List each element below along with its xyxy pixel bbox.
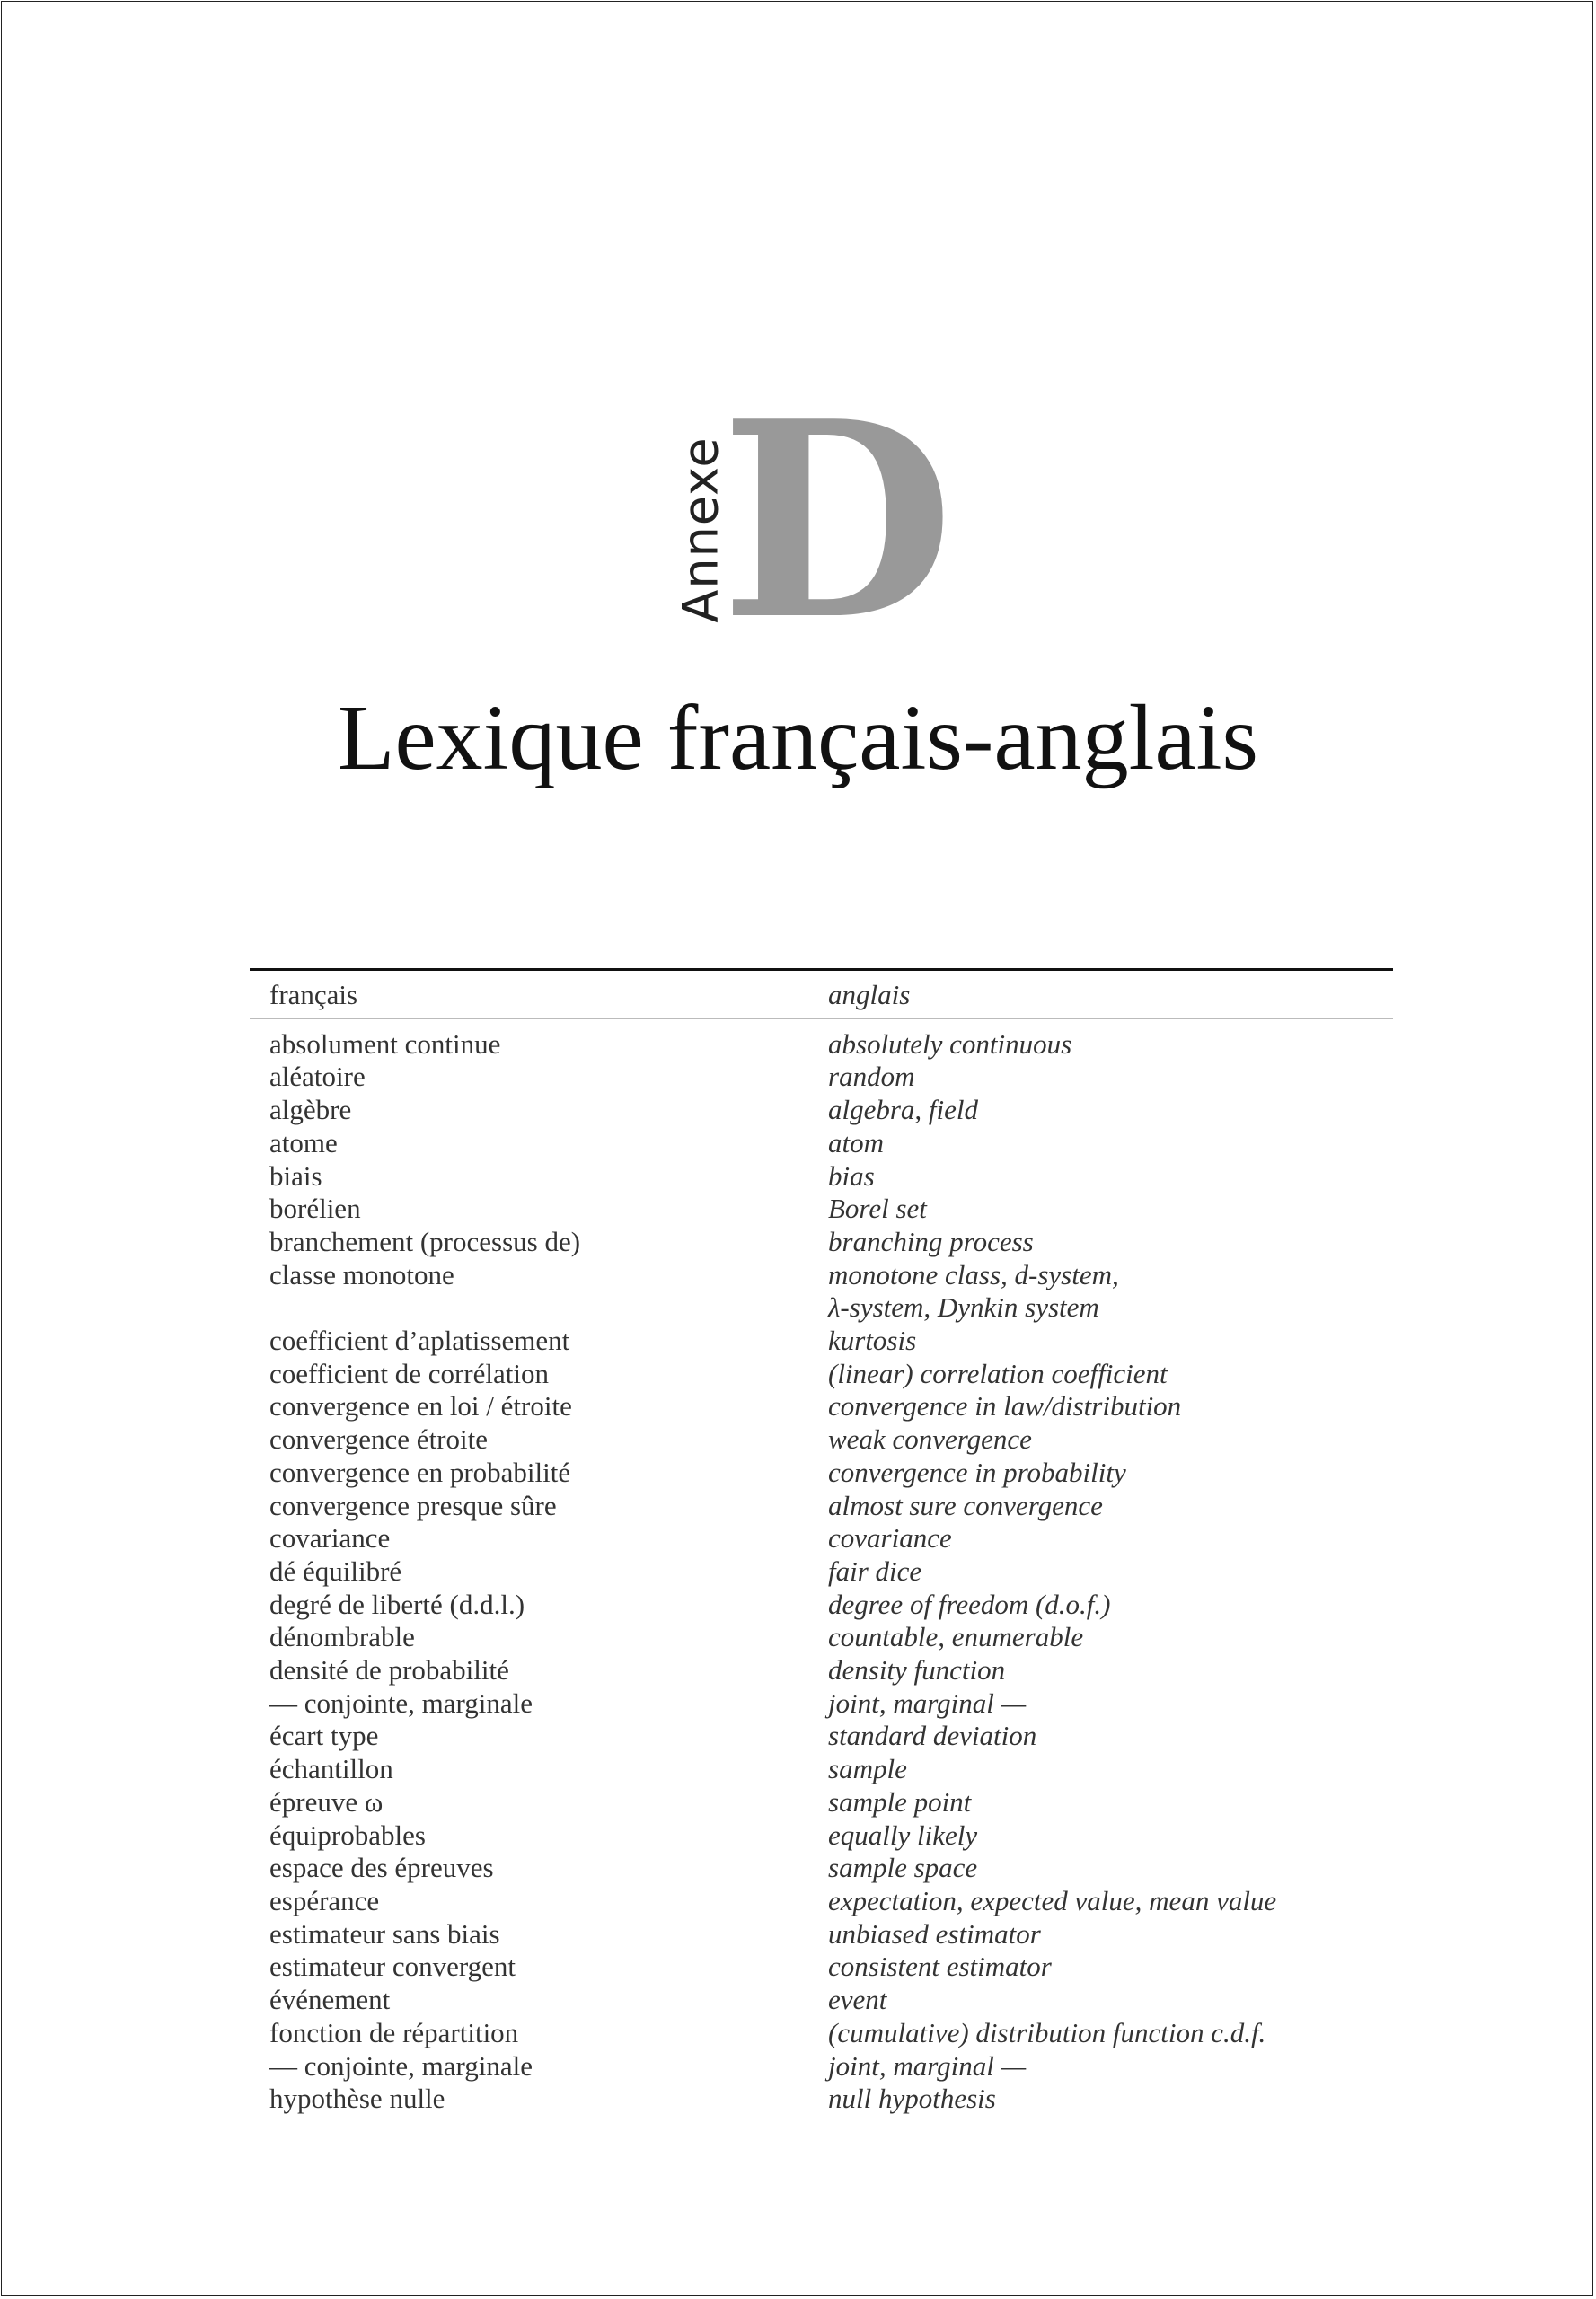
french-term: convergence étroite: [269, 1423, 488, 1456]
french-term: densité de probabilité: [269, 1654, 509, 1687]
table-body: [250, 1019, 1393, 2116]
english-term: sample point: [828, 1785, 972, 1818]
english-term: kurtosis: [828, 1325, 917, 1357]
english-term: bias: [828, 1159, 875, 1192]
english-term: almost sure convergence: [828, 1489, 1103, 1521]
french-term: espérance: [269, 1884, 380, 1916]
french-term: aléatoire: [269, 1061, 366, 1093]
table-row: [250, 1984, 1393, 2017]
english-term: absolutely continuous: [828, 1027, 1072, 1060]
french-term: convergence presque sûre: [269, 1489, 557, 1521]
table-row: [250, 1226, 1393, 1259]
english-term: (cumulative) distribution function c.d.f.: [828, 2016, 1266, 2048]
french-term: atome: [269, 1126, 338, 1158]
table-row: [250, 1390, 1393, 1423]
table-row: [250, 1061, 1393, 1094]
english-term: sample: [828, 1753, 907, 1785]
english-term: algebra, field: [828, 1094, 979, 1126]
english-term: (linear) correlation coefficient: [828, 1357, 1168, 1389]
table-row: [250, 1522, 1393, 1555]
table-row: [250, 1654, 1393, 1687]
table-row: [250, 1457, 1393, 1490]
table-row: [250, 1160, 1393, 1194]
table-header-row: [250, 971, 1393, 1018]
french-term: convergence en probabilité: [269, 1456, 571, 1488]
french-term: algèbre: [269, 1094, 352, 1126]
english-term: equally likely: [828, 1819, 978, 1851]
french-term: fonction de répartition: [269, 2016, 519, 2048]
english-term: expectation, expected value, mean value: [828, 1884, 1277, 1916]
table-row: [250, 2017, 1393, 2050]
table-row: [250, 1687, 1393, 1721]
french-term: estimateur convergent: [269, 1951, 516, 1983]
table-row: [250, 1852, 1393, 1885]
table-row: [250, 1951, 1393, 1984]
page-title: Lexique français-anglais: [337, 686, 1259, 789]
french-term: dénombrable: [269, 1621, 415, 1653]
table-row: [250, 1490, 1393, 1523]
table-row: [250, 1555, 1393, 1589]
french-term: convergence en loi / étroite: [269, 1390, 572, 1423]
english-term: consistent estimator: [828, 1951, 1052, 1983]
english-term: degree of freedom (d.o.f.): [828, 1588, 1111, 1620]
table-row: [250, 1325, 1393, 1358]
french-term: événement: [269, 1984, 391, 2016]
header-english: anglais: [828, 979, 911, 1010]
french-term: degré de liberté (d.d.l.): [269, 1588, 525, 1620]
french-term: épreuve ω: [269, 1785, 384, 1818]
annex-heading: [665, 362, 961, 679]
annex-word-text: Annexe: [672, 436, 729, 623]
english-term: standard deviation: [828, 1720, 1037, 1752]
french-term: hypothèse nulle: [269, 2083, 445, 2115]
french-term: — conjointe, marginale: [269, 1687, 533, 1719]
table-row: [250, 1259, 1393, 1325]
french-term: équiprobables: [269, 1819, 426, 1851]
table-row: [250, 1918, 1393, 1951]
table-row: [250, 2050, 1393, 2083]
english-term: Borel set: [828, 1193, 927, 1225]
table-row: [250, 1753, 1393, 1786]
english-term: random: [828, 1061, 915, 1093]
english-term: convergence in probability: [828, 1456, 1126, 1488]
lexicon-table: [250, 968, 1393, 2116]
french-term: dé équilibré: [269, 1555, 402, 1587]
english-term: null hypothesis: [828, 2083, 996, 2115]
table-row: [250, 2083, 1393, 2116]
table-row: [250, 1621, 1393, 1654]
french-term: écart type: [269, 1720, 379, 1752]
french-term: coefficient d’aplatissement: [269, 1325, 570, 1357]
french-term: estimateur sans biais: [269, 1917, 500, 1950]
english-term: atom: [828, 1126, 884, 1158]
french-term: absolument continue: [269, 1027, 501, 1060]
english-term: joint, marginal —: [828, 2049, 1027, 2082]
french-term: classe monotone: [269, 1258, 454, 1290]
table-row: [250, 1589, 1393, 1622]
header-french: français: [269, 979, 358, 1010]
table-row: [250, 1028, 1393, 1061]
english-term: density function: [828, 1654, 1006, 1687]
english-term: covariance: [828, 1522, 952, 1555]
table-row: [250, 1127, 1393, 1160]
english-term: joint, marginal —: [828, 1687, 1027, 1719]
table-row: [250, 1720, 1393, 1753]
annex-letter: D: [720, 362, 955, 679]
french-term: biais: [269, 1159, 322, 1192]
english-term: monotone class, d-system, λ-system, Dynkin system: [828, 1258, 1119, 1324]
english-term: fair dice: [828, 1555, 922, 1587]
french-term: espace des épreuves: [269, 1852, 494, 1884]
english-term: convergence in law/distribution: [828, 1390, 1182, 1423]
table-row: [250, 1193, 1393, 1226]
french-term: covariance: [269, 1522, 391, 1555]
french-term: — conjointe, marginale: [269, 2049, 533, 2082]
french-term: échantillon: [269, 1753, 393, 1785]
french-term: branchement (processus de): [269, 1225, 581, 1257]
table-row: [250, 1885, 1393, 1918]
table-row: [250, 1094, 1393, 1127]
english-term: sample space: [828, 1852, 978, 1884]
english-term: countable, enumerable: [828, 1621, 1084, 1653]
table-row: [250, 1358, 1393, 1391]
english-term: weak convergence: [828, 1423, 1032, 1456]
english-term: event: [828, 1984, 887, 2016]
english-term: branching process: [828, 1225, 1034, 1257]
french-term: coefficient de corrélation: [269, 1357, 549, 1389]
table-row: [250, 1786, 1393, 1819]
table-row: [250, 1819, 1393, 1853]
french-term: borélien: [269, 1193, 361, 1225]
english-term: unbiased estimator: [828, 1917, 1041, 1950]
table-row: [250, 1423, 1393, 1457]
